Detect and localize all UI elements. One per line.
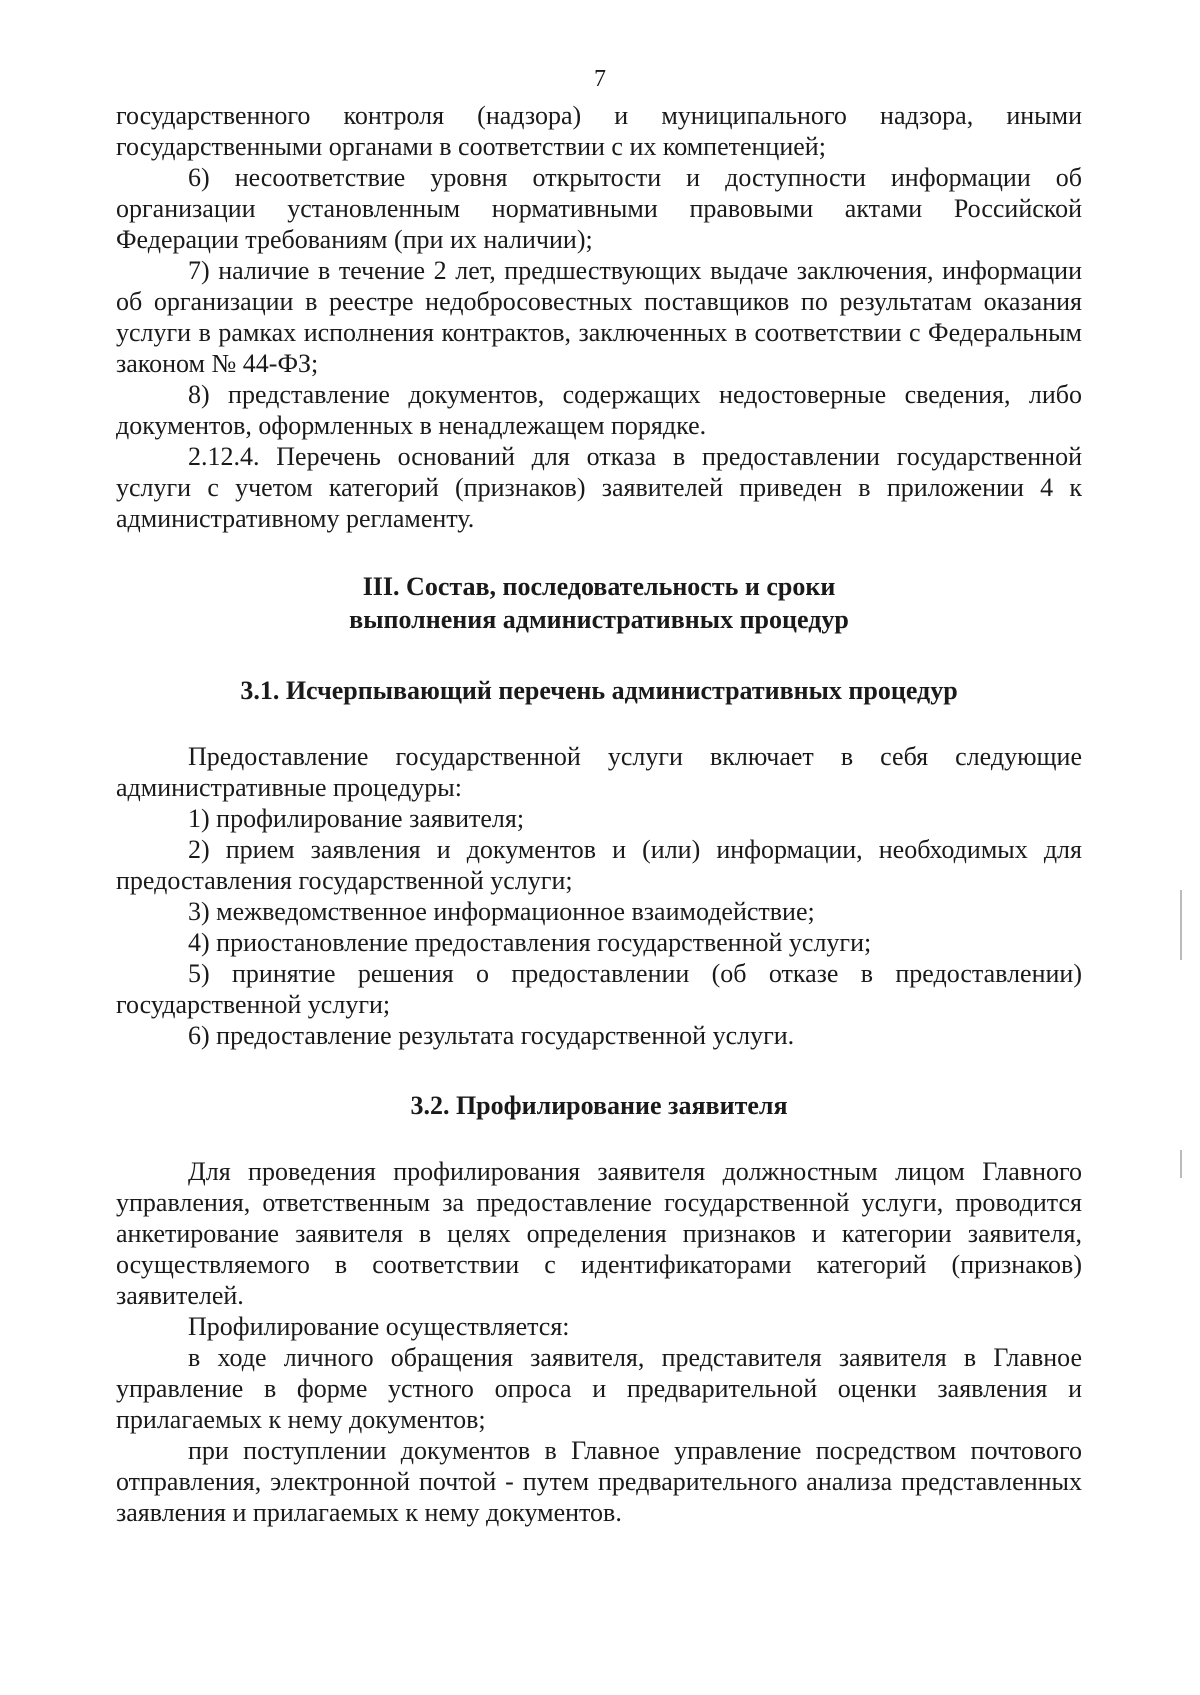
paragraph: при поступлении документов в Главное управление посредством почтового отправления, электронной почтой - путем предварительного анализа представленных заявления и прилагаемых к нему документов. [116, 1436, 1082, 1527]
document-body [116, 100, 1082, 1528]
section-heading-line-2: выполнения административных процедур [349, 605, 849, 634]
scan-edge-mark [1180, 890, 1182, 960]
section-heading-line-1: III. Состав, последовательность и сроки [362, 572, 836, 601]
subsection-heading-3-2: 3.2. Профилирование заявителя [410, 1091, 788, 1120]
paragraph-item-6: 6) несоответствие уровня открытости и доступности информации об организации установленным нормативными правовыми актами Российской Федерации требованиям (при их наличии); [116, 163, 1082, 254]
page-number: 7 [594, 66, 606, 92]
paragraph-item-7: 7) наличие в течение 2 лет, предшествующих выдаче заключения, информации об организации в реестре недобросовестных поставщиков по результатам оказания услуги в рамках исполнения контрактов, заключенных в соответствии с Федеральным законом № 44-ФЗ; [116, 256, 1082, 378]
list-item: 4) приостановление предоставления государственной услуги; [188, 928, 872, 957]
paragraph: Для проведения профилирования заявителя должностным лицом Главного управления, ответственным за предоставление государственной услуги, проводится анкетирование заявителя в целях определения признаков и категории заявителя, осуществляемого в соответствии с идентификаторами категорий (признаков) заявителей. [116, 1157, 1082, 1310]
list-item: 5) принятие решения о предоставлении (об отказе в предоставлении) государственной услуги; [116, 959, 1082, 1019]
paragraph-continuation: государственного контроля (надзора) и муниципального надзора, иными государственными органами в соответствии с их компетенцией; [116, 101, 1082, 161]
subsection-3-1-body [116, 741, 1082, 1051]
subsection-heading-3-1: 3.1. Исчерпывающий перечень административных процедур [240, 676, 958, 705]
paragraph: Профилирование осуществляется: [188, 1312, 570, 1341]
paragraph-2-12-4: 2.12.4. Перечень оснований для отказа в предоставлении государственной услуги с учетом категорий (признаков) заявителей приведен в приложении 4 к административному регламенту. [116, 442, 1082, 533]
paragraph-item-8: 8) представление документов, содержащих недостоверные сведения, либо документов, оформленных в ненадлежащем порядке. [116, 380, 1082, 440]
list-item: 6) предоставление результата государственной услуги. [188, 1021, 795, 1050]
list-item: 3) межведомственное информационное взаимодействие; [188, 897, 815, 926]
section-heading [116, 570, 1082, 636]
list-item: 2) прием заявления и документов и (или) информации, необходимых для предоставления государственной услуги; [116, 835, 1082, 895]
paragraph: Предоставление государственной услуги включает в себя следующие административные процедуры: [116, 742, 1082, 802]
subsection-3-2-body [116, 1156, 1082, 1528]
paragraph: в ходе личного обращения заявителя, представителя заявителя в Главное управление в форме устного опроса и предварительной оценки заявления и прилагаемых к нему документов; [116, 1343, 1082, 1434]
list-item: 1) профилирование заявителя; [188, 804, 525, 833]
scan-edge-mark [1180, 1150, 1182, 1178]
